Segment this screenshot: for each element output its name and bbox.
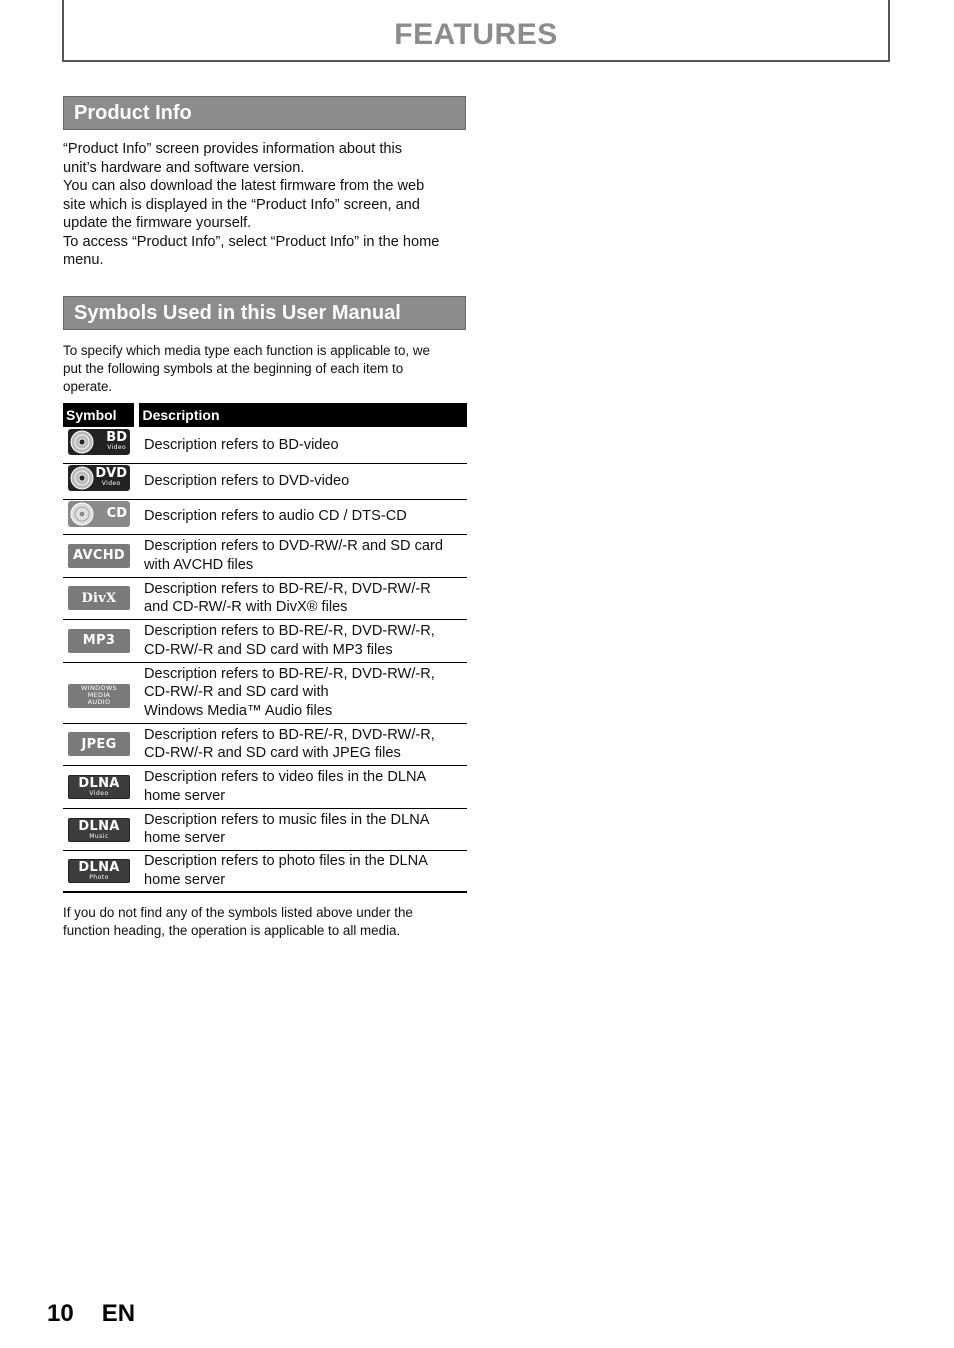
product-info-line: update the firmware yourself. — [63, 215, 252, 231]
table-header-row — [63, 403, 467, 427]
symbol-cell — [63, 499, 136, 534]
symbols-note — [63, 904, 468, 940]
product-info-line: To access “Product Info”, select “Product Info” in the home — [63, 233, 440, 250]
symbol-cell — [63, 850, 136, 892]
page-footer — [47, 1300, 163, 1328]
symbols-heading: Symbols Used in this User Manual — [63, 296, 466, 330]
jpeg-icon: JPEG — [68, 732, 130, 756]
product-info-line: unit’s hardware and software version. — [63, 159, 305, 176]
page-header — [62, 0, 890, 62]
avchd-icon: AVCHD — [68, 544, 130, 568]
dlna-music-icon: DLNA Music — [68, 818, 130, 842]
table-row — [63, 723, 467, 765]
symbol-column-header: Symbol — [63, 403, 136, 427]
description-cell: Description refers to audio CD / DTS-CD — [136, 499, 467, 534]
description-cell: Description refers to BD-RE/-R, DVD-RW/-R, CD-RW/-R and SD card with MP3 files — [136, 619, 467, 662]
bd-video-icon: BD Video — [68, 429, 130, 455]
description-cell: Description refers to BD-video — [136, 427, 467, 463]
description-cell: Description refers to BD-RE/-R, DVD-RW/-R and CD-RW/-R with DivX® files — [136, 577, 467, 619]
windows-media-audio-icon: WINDOWS MEDIA AUDIO — [68, 684, 130, 708]
description-cell: Description refers to music files in the DLNA home server — [136, 808, 467, 850]
table-row — [63, 619, 467, 662]
table-row — [63, 534, 467, 577]
symbols-note-line: function heading, the operation is applicable to all media. — [63, 922, 401, 938]
table-row — [63, 499, 467, 534]
table-row — [63, 577, 467, 619]
symbols-intro — [63, 342, 468, 395]
symbols-intro-line: put the following symbols at the beginning of each item to — [63, 360, 404, 376]
description-column-header: Description — [136, 403, 467, 427]
table-row — [63, 765, 467, 808]
description-cell: Description refers to BD-RE/-R, DVD-RW/-R, CD-RW/-R and SD card with Windows Media™ Audio files — [136, 662, 467, 723]
symbol-cell — [63, 723, 136, 765]
symbols-table — [63, 403, 467, 893]
mp3-icon: MP3 — [68, 629, 130, 653]
page-title: FEATURES — [394, 18, 558, 51]
symbol-cell — [63, 463, 136, 499]
dlna-photo-icon: DLNA Photo — [68, 859, 130, 883]
table-row — [63, 808, 467, 850]
cd-icon: CD — [68, 501, 130, 527]
divx-icon: DivX — [68, 586, 130, 610]
symbols-note-line: If you do not find any of the symbols listed above under the — [63, 905, 413, 920]
symbol-cell — [63, 808, 136, 850]
symbol-cell — [63, 577, 136, 619]
symbol-cell — [63, 427, 136, 463]
product-info-line: menu. — [63, 252, 104, 268]
table-row — [63, 850, 467, 892]
language-code: EN — [101, 1300, 136, 1327]
product-info-line: site which is displayed in the “Product Info” screen, and — [63, 196, 420, 213]
description-cell: Description refers to DVD-RW/-R and SD card with AVCHD files — [136, 534, 467, 577]
product-info-line: “Product Info” screen provides information about this — [63, 141, 403, 157]
symbols-intro-line: operate. — [63, 378, 113, 394]
page-number: 10 — [47, 1300, 74, 1327]
description-cell: Description refers to photo files in the DLNA home server — [136, 850, 467, 892]
description-cell: Description refers to BD-RE/-R, DVD-RW/-R, CD-RW/-R and SD card with JPEG files — [136, 723, 467, 765]
dvd-video-icon: DVD Video — [68, 465, 130, 491]
symbol-cell — [63, 662, 136, 723]
description-cell: Description refers to DVD-video — [136, 463, 467, 499]
table-row — [63, 662, 467, 723]
table-row — [63, 427, 467, 463]
symbol-cell — [63, 534, 136, 577]
description-cell: Description refers to video files in the DLNA home server — [136, 765, 467, 808]
dlna-video-icon: DLNA Video — [68, 775, 130, 799]
table-row — [63, 463, 467, 499]
symbol-cell — [63, 765, 136, 808]
product-info-text — [63, 140, 468, 270]
product-info-heading: Product Info — [63, 96, 466, 130]
product-info-line: You can also download the latest firmware from the web — [63, 178, 425, 194]
symbol-cell — [63, 619, 136, 662]
symbols-intro-line: To specify which media type each function is applicable to, we — [63, 343, 430, 358]
